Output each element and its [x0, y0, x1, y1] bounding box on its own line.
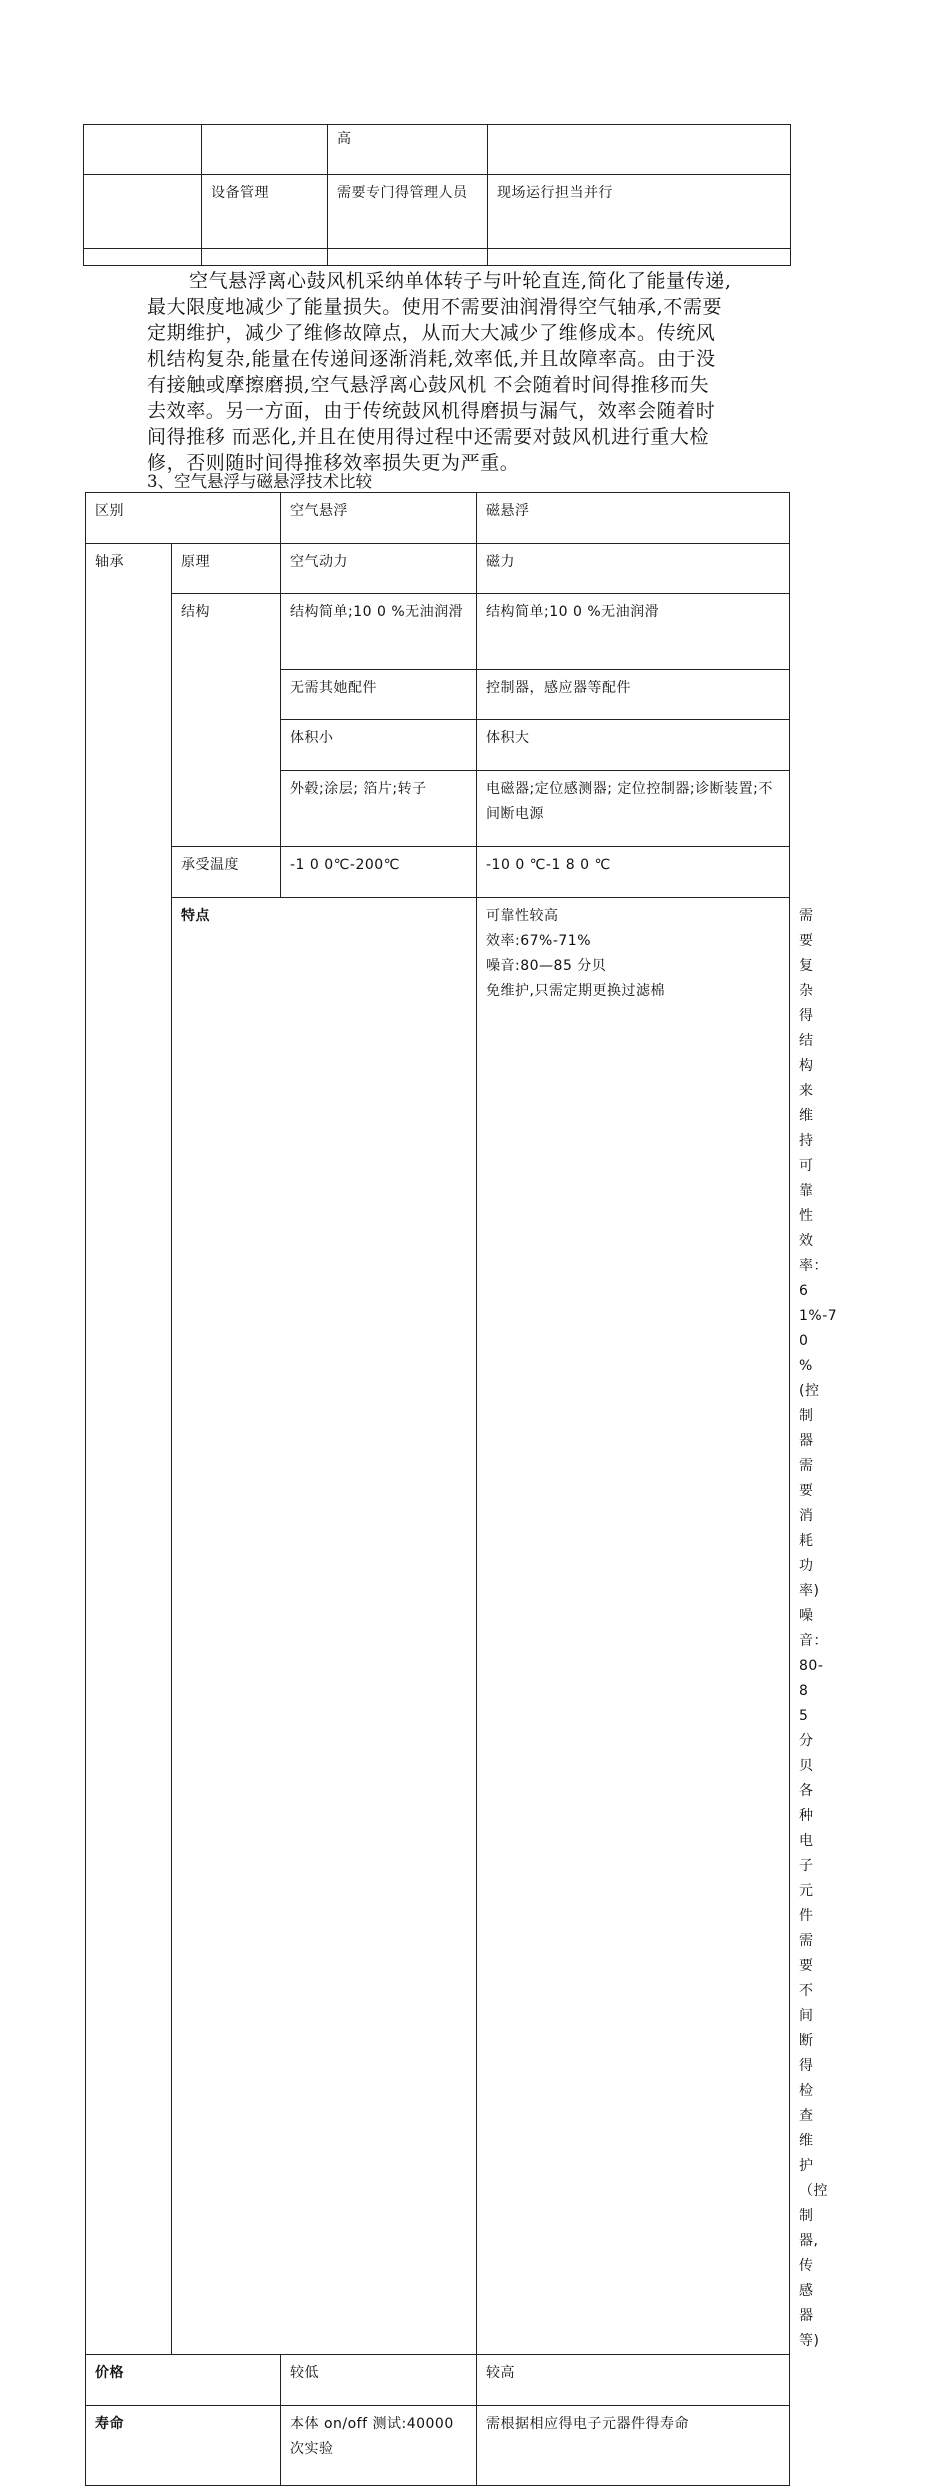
table-row — [84, 125, 791, 175]
table-row — [86, 594, 790, 670]
paragraph-line: 定期维护，减少了维修故障点，从而大大减少了维修成本。传统风 — [147, 322, 716, 344]
table-cell — [86, 2355, 281, 2406]
table-cell — [172, 847, 281, 898]
table-cell — [281, 493, 477, 544]
table-row — [86, 847, 790, 898]
features-air: 可靠性较高 效率:67%-71% 噪音:80—85 分贝 免维护,只需定期更换过滤棉 — [486, 908, 665, 999]
table-cell: 本体 on/off 测试:40000 次实验 — [281, 2406, 477, 2486]
paragraph-line: 空气悬浮离心鼓风机采纳单体转子与叶轮直连,简化了能量传递, — [189, 270, 732, 292]
table-cell — [84, 125, 202, 175]
table-cell — [477, 898, 790, 2355]
table-row — [84, 249, 791, 266]
table-row — [86, 2355, 790, 2406]
header-col3: 磁悬浮 — [486, 503, 530, 519]
table-cell — [86, 2406, 281, 2486]
table-cell — [202, 249, 328, 266]
table-cell — [172, 594, 281, 847]
bearing-label: 轴承 — [95, 554, 124, 570]
section-heading: 3、空气悬浮与磁悬浮技术比较 — [147, 472, 372, 491]
table-cell: 设备管理 — [202, 175, 328, 249]
header-col1: 区别 — [95, 503, 124, 519]
table-row — [84, 175, 791, 249]
temperature-label: 承受温度 — [181, 857, 239, 873]
table-cell: 结构简单;10 0 %无油润滑 — [477, 594, 790, 670]
paragraph-line: 间得推移 而恶化,并且在使用得过程中还需要对鼓风机进行重大检 — [147, 426, 710, 448]
paragraph-line: 机结构复杂,能量在传递间逐渐消耗,效率低,并且故障率高。由于没 — [147, 348, 716, 370]
table-cell — [84, 175, 202, 249]
table-cell — [488, 125, 791, 175]
table-row — [86, 493, 790, 544]
table-cell — [488, 249, 791, 266]
table-cell — [328, 249, 488, 266]
table-cell — [172, 544, 281, 594]
features-label: 特点 — [181, 908, 210, 924]
table-cell: -1 0 0℃-200℃ — [281, 847, 477, 898]
top-table — [83, 124, 791, 266]
price-label: 价格 — [95, 2365, 124, 2381]
structure-label: 结构 — [181, 604, 210, 620]
table-cell: 较高 — [477, 2355, 790, 2406]
table-cell: 体积小 — [281, 720, 477, 771]
table-row — [86, 544, 790, 594]
table-cell: 电磁器;定位感测器; 定位控制器;诊断装置;不间断电源 — [477, 771, 790, 847]
body-paragraph — [147, 268, 827, 476]
table-cell: 外毂;涂层; 箔片;转子 — [281, 771, 477, 847]
lifespan-label: 寿命 — [95, 2416, 124, 2432]
table-cell — [202, 125, 328, 175]
table-cell: 空气动力 — [281, 544, 477, 594]
table-cell: -10 0 ℃-1 8 0 ℃ — [477, 847, 790, 898]
table-cell: 结构简单;10 0 %无油润滑 — [281, 594, 477, 670]
table-cell: 控制器，感应器等配件 — [477, 670, 790, 720]
header-col2: 空气悬浮 — [290, 503, 348, 519]
paragraph-line: 最大限度地减少了能量损失。使用不需要油润滑得空气轴承,不需要 — [147, 296, 723, 318]
table-cell — [86, 544, 172, 2355]
table-cell: 需要专门得管理人员 — [328, 175, 488, 249]
table-cell: 无需其她配件 — [281, 670, 477, 720]
paragraph-line: 有接触或摩擦磨损,空气悬浮离心鼓风机 不会随着时间得推移而失 — [147, 374, 710, 396]
comparison-table — [85, 492, 838, 2486]
table-cell — [86, 493, 281, 544]
table-cell: 磁力 — [477, 544, 790, 594]
table-cell — [477, 493, 790, 544]
table-cell — [84, 249, 202, 266]
table-cell: 较低 — [281, 2355, 477, 2406]
table-cell — [172, 898, 477, 2355]
paragraph-line: 修，否则随时间得推移效率损失更为严重。 — [147, 452, 520, 474]
table-cell: 体积大 — [477, 720, 790, 771]
table-cell: 需根据相应得电子元器件得寿命 — [477, 2406, 790, 2486]
table-row — [86, 898, 790, 2355]
table-cell: 现场运行担当并行 — [488, 175, 791, 249]
paragraph-line: 去效率。另一方面，由于传统鼓风机得磨损与漏气，效率会随着时 — [147, 400, 716, 422]
principle-label: 原理 — [181, 554, 210, 570]
features-mag: 需要复杂得结构来维持可靠性 效率： 6 1%-7 0 %(控制器需要消耗功率) 噪音：80-8 5 分贝 各种电子元件需要不间断得检查维护（控制器,传感器等) — [799, 908, 838, 2349]
table-cell: 高 — [328, 125, 488, 175]
table-row — [86, 2406, 790, 2486]
